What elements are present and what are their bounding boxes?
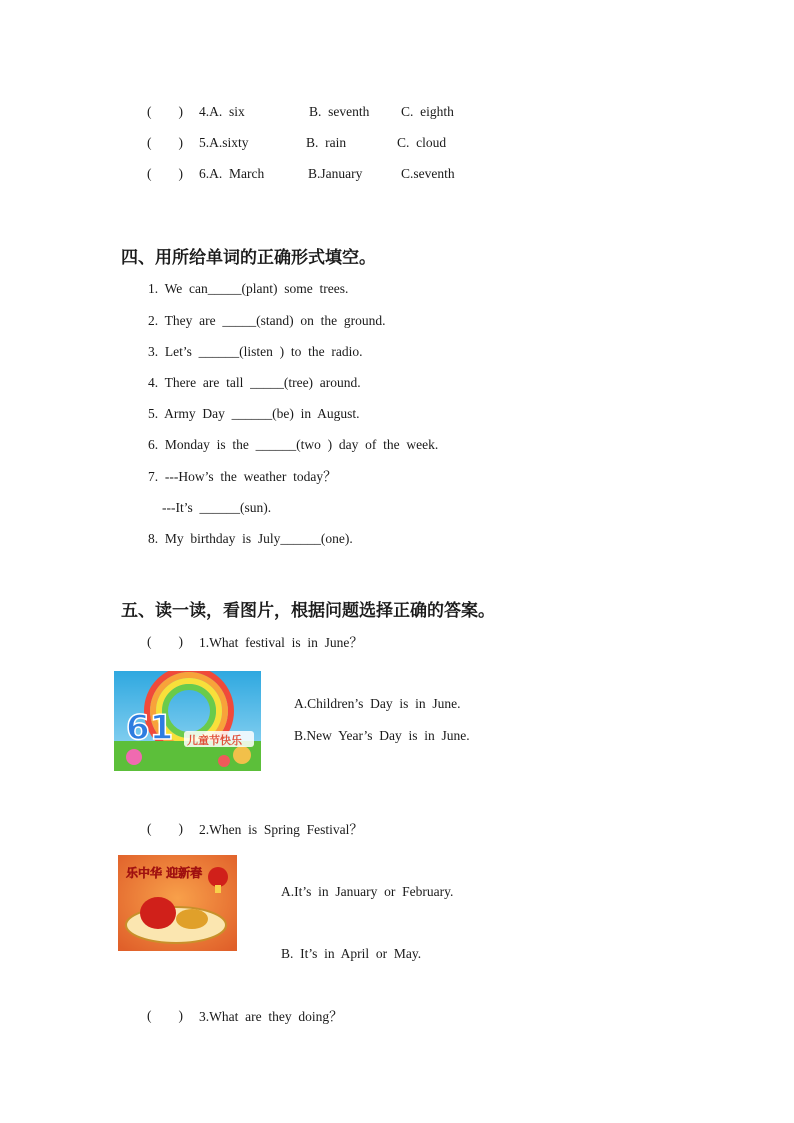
fill-item: 3. Let’s ______(listen ) to the radio. xyxy=(148,344,363,359)
banner-text: 儿童节快乐 xyxy=(187,734,242,747)
option-b: B. rain xyxy=(306,135,347,150)
fill-item: ---It’s ______(sun). xyxy=(162,500,272,515)
question-1: 1.What festival is in June？ xyxy=(199,635,363,650)
fill-item: 8. My birthday is July______(one). xyxy=(148,531,353,546)
festival-title-text: 乐中华 迎新春 xyxy=(126,866,203,880)
option-a: 4.A. six xyxy=(199,104,245,119)
option-c: C. cloud xyxy=(397,135,447,150)
q1-option-a: A.Children’s Day is in June. xyxy=(294,696,461,711)
spring-festival-picture xyxy=(118,855,237,951)
section4-heading: 四、用所给单词的正确形式填空。 xyxy=(121,248,376,268)
fill-item: 7. ---How’s the weather today？ xyxy=(148,469,337,484)
childrens-day-picture xyxy=(114,671,261,771)
question-2: 2.When is Spring Festival？ xyxy=(199,822,363,837)
childrens-day-illustration xyxy=(114,671,261,771)
q1-option-b: B.New Year’s Day is in June. xyxy=(294,728,470,743)
answer-blank[interactable]: ( ) xyxy=(147,821,183,836)
answer-blank[interactable]: ( ) xyxy=(147,135,183,150)
q2-option-a: A.It’s in January or February. xyxy=(281,884,454,899)
option-c: C.seventh xyxy=(401,166,455,181)
answer-blank[interactable]: ( ) xyxy=(147,166,183,181)
section5-heading: 五、读一读，看图片，根据问题选择正确的答案。 xyxy=(121,601,495,621)
fill-item: 4. There are tall _____(tree) around. xyxy=(148,375,361,390)
option-b: B. seventh xyxy=(309,104,370,119)
spring-festival-illustration xyxy=(118,855,237,951)
answer-blank[interactable]: ( ) xyxy=(147,1008,183,1023)
question-3: 3.What are they doing？ xyxy=(199,1009,343,1024)
option-c: C. eighth xyxy=(401,104,454,119)
q2-option-b: B. It’s in April or May. xyxy=(281,946,422,961)
answer-blank[interactable]: ( ) xyxy=(147,634,183,649)
option-a: 5.A.sixty xyxy=(199,135,249,150)
fill-item: 1. We can_____(plant) some trees. xyxy=(148,281,349,296)
fill-item: 6. Monday is the ______(two ) day of the week. xyxy=(148,437,439,452)
fill-item: 5. Army Day ______(be) in August. xyxy=(148,406,360,421)
answer-blank[interactable]: ( ) xyxy=(147,104,183,119)
sixty-one-logo: 61 xyxy=(126,708,174,748)
option-b: B.January xyxy=(308,166,363,181)
fill-item: 2. They are _____(stand) on the ground. xyxy=(148,313,386,328)
option-a: 6.A. March xyxy=(199,166,265,181)
